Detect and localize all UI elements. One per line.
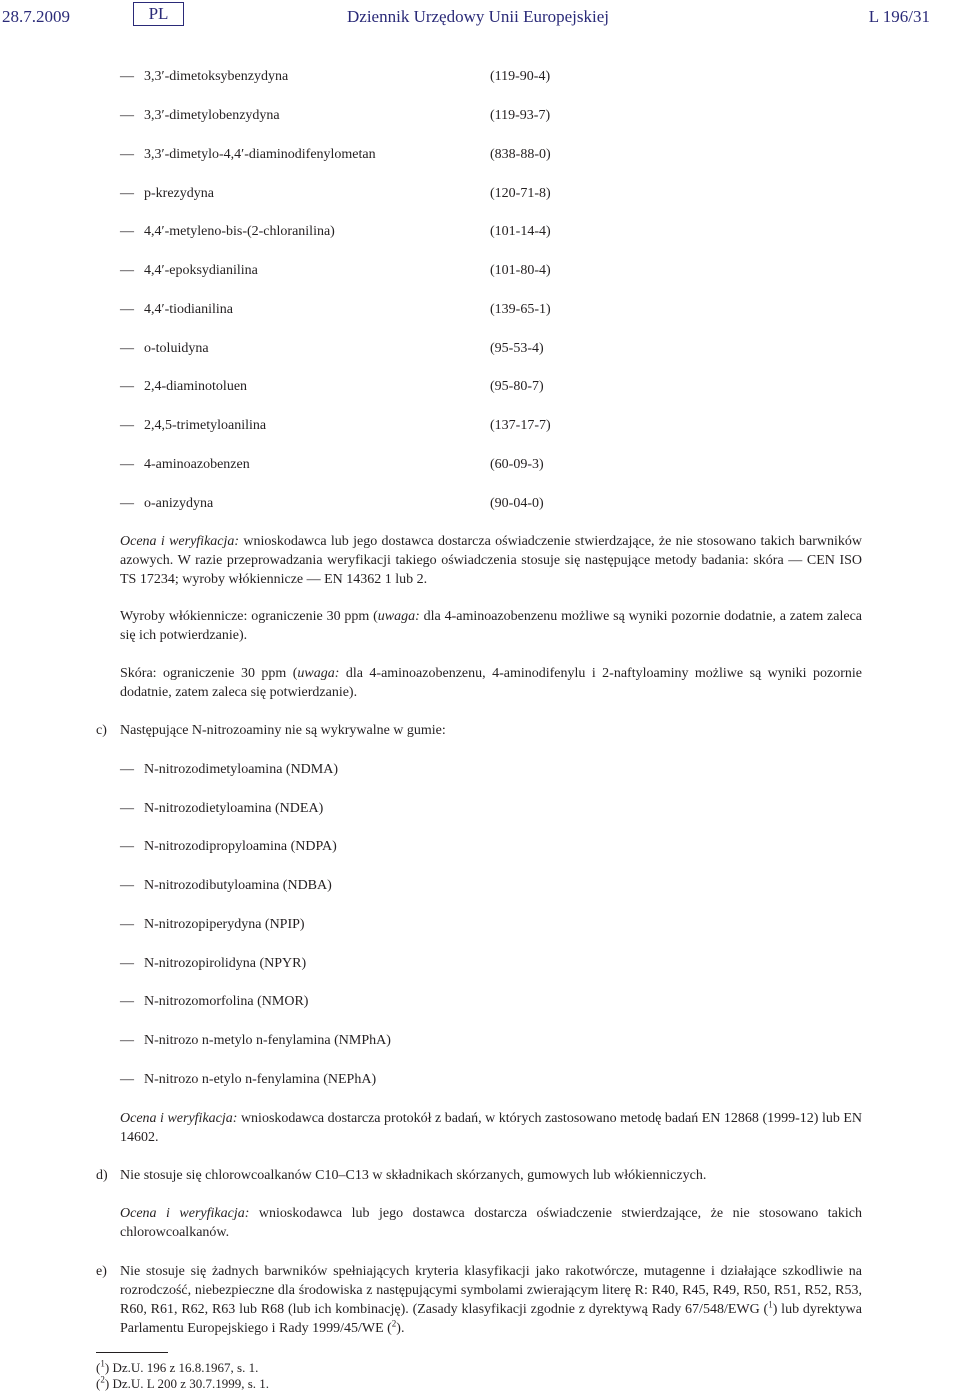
dash-bullet: — [120, 1033, 134, 1048]
dash-bullet: — [120, 224, 134, 239]
assessment-label: Ocena i weryfikacja: [120, 534, 240, 549]
point-e-text-c: ). [396, 1321, 405, 1336]
point-c-text: Następujące N-nitrozoaminy nie są wykrywalne w gumie: [120, 723, 446, 738]
journal-title: Dziennik Urzędowy Unii Europejskiej [347, 7, 610, 26]
textiles-text-end: dla 4-aminoazobenzenu możliwe są wyniki pozornie dodatnie, a zatem zaleca się ich potwierdzanie). [120, 609, 862, 643]
cas-number: (60-09-3) [490, 457, 544, 472]
chemical-name: p-krezydyna [144, 186, 214, 201]
point-c-label: c) [96, 723, 107, 738]
point-e-text [120, 1262, 862, 1338]
chemical-name: N-nitrozomorfolina (NMOR) [144, 994, 309, 1009]
list-item [120, 455, 580, 474]
list-item [120, 300, 580, 319]
cas-number: (101-80-4) [490, 263, 551, 278]
dash-bullet: — [120, 108, 134, 123]
chemical-name: 3,3′-dimetylobenzydyna [144, 108, 280, 123]
chemical-name: 3,3′-dimetoksybenzydyna [144, 69, 289, 84]
note-label: uwaga: [297, 666, 340, 681]
list-item [120, 992, 520, 1011]
list-item [120, 261, 580, 280]
assessment-label: Ocena i weryfikacja: [120, 1111, 238, 1126]
language-badge: PL [133, 2, 184, 26]
textiles-limit-paragraph [120, 607, 862, 645]
chemical-name: N-nitrozodietyloamina (NDEA) [144, 801, 324, 816]
cas-number: (119-90-4) [490, 69, 551, 84]
cas-number: (90-04-0) [490, 496, 544, 511]
footnote-ref-1[interactable]: 1 [768, 1299, 773, 1310]
assessment-text: wnioskodawca dostarcza protokół z badań, w których zastosowano metodę badań EN 12868 (1999-12) lub EN 14602. [120, 1111, 863, 1145]
note-label: uwaga: [377, 609, 420, 624]
dash-bullet: — [120, 418, 134, 433]
textiles-text-start: Wyroby włókiennicze: ograniczenie 30 ppm ( [120, 609, 378, 624]
chemical-name: N-nitrozopirolidyna (NPYR) [144, 956, 307, 971]
assessment-text: wnioskodawca lub jego dostawca dostarcza oświadczenie stwierdzające, że nie stosowano takich chlorowcoalkanów. [120, 1206, 862, 1240]
footnote-1: ($^1$) Dz.U. 196 z 16.8.1967, s. 1. [96, 1358, 259, 1375]
list-item [120, 377, 580, 396]
leather-limit-paragraph [120, 664, 862, 702]
dash-bullet: — [120, 457, 134, 472]
list-item [120, 184, 580, 203]
footnote-ref-2[interactable]: 2 [391, 1318, 397, 1329]
dash-bullet: — [120, 147, 134, 162]
dash-bullet: — [120, 302, 134, 317]
footnote-2: ($^2$) Dz.U. L 200 z 30.7.1999, s. 1. [96, 1374, 270, 1391]
assessment-paragraph [120, 1109, 862, 1147]
cas-number: (137-17-7) [490, 418, 551, 433]
dash-bullet: — [120, 839, 134, 854]
dash-bullet: — [120, 1072, 134, 1087]
chemical-name: 4,4′-tiodianilina [144, 302, 233, 317]
leather-text-end: dla 4-aminoazobenzenu, 4-aminodifenylu i 2-naftyloaminy możliwe są wyniki pozornie dodatnie, zatem zaleca się potwierdzanie). [120, 666, 862, 700]
list-item [120, 799, 520, 818]
dash-bullet: — [120, 801, 134, 816]
chemical-name: o-anizydyna [144, 496, 214, 511]
dash-bullet: — [120, 496, 134, 511]
list-item [120, 876, 520, 895]
point-e-label: e) [96, 1264, 107, 1279]
dash-bullet: — [120, 379, 134, 394]
chemical-name: N-nitrozodipropyloamina (NDPA) [144, 839, 337, 854]
dash-bullet: — [120, 917, 134, 932]
leather-text-start: Skóra: ograniczenie 30 ppm ( [120, 666, 298, 681]
list-item [120, 494, 580, 513]
list-item [120, 915, 520, 934]
chemical-name: N-nitrozodibutyloamina (NDBA) [144, 878, 332, 893]
chemical-name: N-nitrozo n-metylo n-fenylamina (NMPhA) [144, 1033, 391, 1048]
dash-bullet: — [120, 263, 134, 278]
dash-bullet: — [120, 186, 134, 201]
list-item [120, 1031, 520, 1050]
dash-bullet: — [120, 341, 134, 356]
dash-bullet: — [120, 994, 134, 1009]
publication-date: 28.7.2009 [2, 7, 70, 26]
dash-bullet: — [120, 762, 134, 777]
list-item [120, 222, 580, 241]
cas-number: (139-65-1) [490, 302, 551, 317]
chemical-name: 3,3′-dimetylo-4,4′-diaminodifenylometan [144, 147, 376, 162]
cas-number: (119-93-7) [490, 108, 551, 123]
assessment-text: wnioskodawca lub jego dostawca dostarcza oświadczenie stwierdzające, że nie stosowano takich barwników azowych. W razie przeprowadzania weryfikacji takiego oświadczenia stosuje się następujące metody badania: skóra — CEN ISO TS 17234; wyroby włókiennicze — EN 14362 1 lub 2. [120, 534, 863, 587]
point-d-text: Nie stosuje się chlorowcoalkanów C10–C13 w składnikach skórzanych, gumowych lub włókienniczych. [120, 1168, 707, 1183]
cas-number: (838-88-0) [490, 147, 551, 162]
list-item [120, 954, 520, 973]
cas-number: (95-80-7) [490, 379, 544, 394]
dash-bullet: — [120, 69, 134, 84]
cas-number: (120-71-8) [490, 186, 551, 201]
cas-number: (101-14-4) [490, 224, 551, 239]
list-item [120, 1070, 520, 1089]
chemical-name: N-nitrozodimetyloamina (NDMA) [144, 762, 339, 777]
footnote-text: Dz.U. 196 z 16.8.1967, s. 1. [109, 1360, 259, 1375]
chemical-name: 4,4′-metyleno-bis-(2-chloranilina) [144, 224, 335, 239]
footnote-number: 1 [100, 1358, 105, 1369]
list-item [120, 106, 580, 125]
chemical-name: 4-aminoazobenzen [144, 457, 250, 472]
list-item [120, 837, 520, 856]
footnote-divider [96, 1352, 168, 1353]
footnote-text: Dz.U. L 200 z 30.7.1999, s. 1. [109, 1376, 270, 1391]
point-e-text-a: Nie stosuje się żadnych barwników spełniających kryteria klasyfikacji jako rakotwórcze, mutagenne i działające szkodliwie na rozrodczość, niebezpieczne dla środowiska z następującymi symbolami zwierającym literę R: R40, R45, R49, R50, R51, R52, R53, R60, R61, R62, R63 lub R68 (lub ich kombinację). (Zasady klasyfikacji zgodnie z dyrektywą Rady 67/548/EWG ( [120, 1264, 862, 1317]
page-reference: L 196/31 [868, 7, 930, 26]
chemical-name: o-toluidyna [144, 341, 209, 356]
chemical-name: N-nitrozo n-etylo n-fenylamina (NEPhA) [144, 1072, 377, 1087]
point-e-text-b: ) lub dyrektywa Parlamentu Europejskiego i Rady 1999/45/WE ( [120, 1302, 862, 1336]
list-item [120, 145, 580, 164]
page-header [0, 0, 960, 34]
assessment-paragraph [120, 532, 862, 589]
chemical-name: 2,4-diaminotoluen [144, 379, 248, 394]
cas-number: (95-53-4) [490, 341, 544, 356]
dash-bullet: — [120, 956, 134, 971]
point-d-label: d) [96, 1168, 108, 1183]
list-item [120, 760, 520, 779]
chemical-name: N-nitrozopiperydyna (NPIP) [144, 917, 305, 932]
chemical-name: 2,4,5-trimetyloanilina [144, 418, 267, 433]
list-item [120, 339, 580, 358]
dash-bullet: — [120, 878, 134, 893]
list-item [120, 416, 580, 435]
footnote-number: 2 [100, 1374, 105, 1385]
chemical-name: 4,4′-epoksydianilina [144, 263, 258, 278]
assessment-paragraph [120, 1204, 862, 1242]
list-item [120, 67, 580, 86]
assessment-label: Ocena i weryfikacja: [120, 1206, 250, 1221]
